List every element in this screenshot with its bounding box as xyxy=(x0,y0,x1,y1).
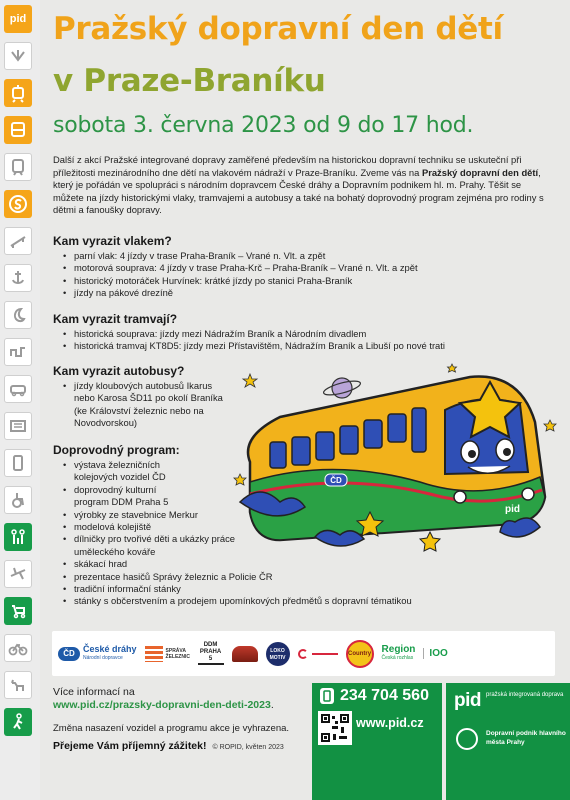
wheelchair-icon xyxy=(4,486,32,514)
phone-number[interactable]: 234 704 560 xyxy=(320,687,429,705)
cd-logo: ČD České dráhy Národní dopravce xyxy=(58,645,137,663)
list-item: • motorová souprava: 4 jízdy v trase Praha-Krč – Praha-Braník – Vrané n. Vlt. a zpět xyxy=(63,262,533,274)
regional-icon xyxy=(4,338,32,366)
pid-logo: pid xyxy=(454,690,481,711)
radio-logo xyxy=(298,649,338,659)
list-item: • prezentace hasičů Správy železnic a Policie ČR xyxy=(63,571,483,583)
list-item: • dílničky pro tvořivé děti a ukázky práce uměleckého kováře xyxy=(63,533,238,558)
list-train xyxy=(63,250,533,300)
more-info-label: Více informací na xyxy=(53,686,135,698)
star-icon xyxy=(420,532,440,551)
website-link[interactable]: www.pid.cz xyxy=(356,716,424,730)
list-tram xyxy=(63,328,543,353)
page-subtitle: v Praze-Braníku xyxy=(53,63,326,99)
pid-text: pražská integrovaná doprava xyxy=(486,692,564,698)
list-item: • jízdy na pákové drezíně xyxy=(63,287,533,299)
country-radio-logo: Country xyxy=(346,640,374,668)
list-item: • skákací hrad xyxy=(63,558,483,570)
list-item: • doprovodný kulturní program DDM Praha 5 xyxy=(63,484,193,509)
s-train-icon xyxy=(4,190,32,218)
family-icon xyxy=(4,523,32,551)
heading-tram: Kam vyrazit tramvají? xyxy=(53,312,178,326)
tram-icon xyxy=(4,79,32,107)
night-icon xyxy=(4,301,32,329)
plane-icon xyxy=(4,560,32,588)
dpp-logo-icon xyxy=(456,728,478,750)
train-icon xyxy=(4,153,32,181)
dpp-text: Dopravní podnik hlavního města Prahy xyxy=(486,730,566,746)
stroller-icon xyxy=(4,597,32,625)
list-item: • historická tramvaj KT8D5: jízdy mezi Přístavištěm, Nádražím Braník a Libuší po nové trati xyxy=(63,340,543,352)
list-item: • historický motoráček Hurvínek: krátké jízdy po stanici Praha-Braník xyxy=(63,275,533,287)
list-bus xyxy=(63,380,233,430)
train-illustration xyxy=(220,362,560,567)
heading-bus: Kam vyrazit autobusy? xyxy=(53,364,185,378)
list-item: • historická souprava: jízdy mezi Nádražím Braník a Národním divadlem xyxy=(63,328,543,340)
star-icon xyxy=(243,374,257,387)
list-item: • parní vlak: 4 jízdy v trase Praha-Braník – Vrané n. Vlt. a zpět xyxy=(63,250,533,262)
pid-box xyxy=(446,683,570,800)
heading-train: Kam vyrazit vlakem? xyxy=(53,234,172,248)
event-date: sobota 3. června 2023 od 9 do 17 hod. xyxy=(53,113,474,138)
sidebar xyxy=(0,0,40,800)
ferry-icon xyxy=(4,264,32,292)
list-item: • stánky s občerstvením a prodejem upomínkových předmětů s dopravní tématikou xyxy=(63,595,483,607)
ticket-icon xyxy=(4,412,32,440)
phone-icon xyxy=(4,449,32,477)
region-logo: Region Česká rozhlas xyxy=(381,643,416,661)
bicycle-icon xyxy=(4,634,32,662)
list-item: • jízdy kloubových autobusů Ikarus nebo Karosa ŠD11 po okolí Braníka (ke Království železnic nebo na Novodvorskou) xyxy=(63,380,233,430)
wish-text: Přejeme Vám příjemný zážitek! © ROPID, květen 2023 xyxy=(53,740,284,752)
metro-icon xyxy=(4,42,32,70)
planet-icon xyxy=(322,378,361,398)
car-icon xyxy=(4,375,32,403)
list-item: • výrobky ze stavebnice Merkur xyxy=(63,509,483,521)
sz-logo: SPRÁVA ŽELEZNIC xyxy=(145,646,190,662)
list-item: • výstava železničních kolejových vozidel ČD xyxy=(63,459,193,484)
funicular-icon xyxy=(4,227,32,255)
heading-program: Doprovodný program: xyxy=(53,443,180,457)
walk-icon xyxy=(4,708,32,736)
partner-logos xyxy=(52,631,555,676)
footer-info: Více informací na www.pid.cz/prazsky-dopravni-den-deti-2023. Změna nasazení vozidel a programu akce je vyhrazena. Přejeme Vám příjemný zážitek! © ROPID, květen 2023 xyxy=(53,686,303,752)
star-icon xyxy=(448,364,457,372)
page-title: Pražský dopravní den dětí xyxy=(53,11,503,47)
change-note: Změna nasazení vozidel a programu akce je vyhrazena. xyxy=(53,723,290,734)
phone-icon xyxy=(320,688,334,704)
lokomotiv-logo: LOKO MOTIV xyxy=(266,642,290,666)
intro-event-name: Pražský dopravní den dětí xyxy=(421,166,539,178)
star-icon xyxy=(234,474,246,485)
list-item: • tradiční informační stánky xyxy=(63,583,483,595)
ddm-logo: DDM PRAHA 5 xyxy=(198,642,224,665)
contact-box xyxy=(312,683,442,800)
railway-museum-logo xyxy=(232,646,258,662)
bus-icon xyxy=(4,116,32,144)
svg-text:pid: pid xyxy=(505,504,520,515)
star-icon xyxy=(544,420,556,431)
qr-code[interactable] xyxy=(318,711,352,745)
ioo-logo: IOO xyxy=(423,648,447,659)
list-item: • modelová kolejiště xyxy=(63,521,483,533)
copyright: © ROPID, květen 2023 xyxy=(212,744,284,751)
intro-text: Další z akcí Pražské integrované dopravy zaměřené především na historickou dopravní techniku se uskuteční při příležitosti mezinárodního dne dětí na vlakovém nádraží v Praze-Braníku. Zveme vás na Pražský dopravní den dětí, který je pořádán ve spolupráci s národním dopravcem České dráhy a Dopravním podnikem hl. m. Prahy. Těšit se můžete na jízdy historickými vlaky, tramvajemi a autobusy a také na bohatý doprovodný program zejména pro rodiny s dětmi a fanoušky dopravy. xyxy=(53,154,544,216)
pid-icon: pid xyxy=(4,5,32,33)
svg-text:ČD: ČD xyxy=(330,476,342,485)
event-link[interactable]: www.pid.cz/prazsky-dopravni-den-deti-2023 xyxy=(53,699,271,711)
dog-icon xyxy=(4,671,32,699)
